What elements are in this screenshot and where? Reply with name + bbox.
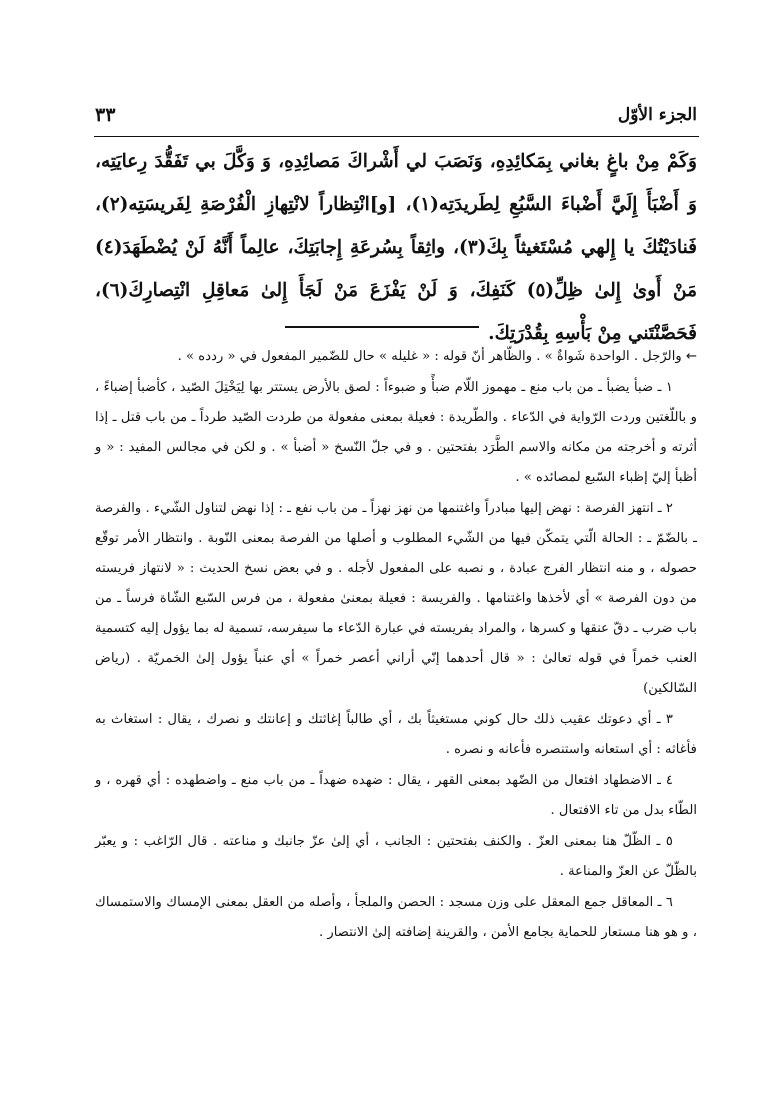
footnote-6: ٦ ـ المعاقل جمع المعقل على وزن مسجد : الحصن والملجأ ، وأصله من العقل بمعنى الإمساك والاستمساك ، و هو هنا مستعار للحماية بجامع الأمن ، والقرينة إضافته إلىٰ الانتصار . bbox=[95, 895, 697, 940]
footnote-5: ٥ ـ الظّلّ هنا بمعنى العزّ . والكنف بفتحتين : الجانب ، أي إلىٰ عزّ جانبك و مناعته . قال الرّاغب : و يعبّر بالظّلّ عن العزّ والمناعة . bbox=[95, 834, 697, 879]
footnote-continuation-text: والرّجل . الواحدة شَواةٌ » . والظّاهر أنّ قوله : « غليله » حال للضّمير المفعول في « ردده » . bbox=[177, 349, 682, 364]
footnote-continuation bbox=[95, 342, 697, 372]
page-number: ٣٣ bbox=[95, 104, 116, 126]
footnote-4: ٤ ـ الاضطهاد افتعال من الضّهد بمعنى القهر ، يقال : ضهده ضهداً ـ من باب منع ـ واضطهده : أي قهره ، و الطّاء بدل من تاء الافتعال . bbox=[95, 773, 697, 818]
footnote-1: ١ ـ ضبأ يضبأ ـ من باب منع ـ مهموز اللّام ضبأً و ضبوءاً : لصق بالأرض يستتر بها لِيَخْتِلَ الصّيد ، كأضبأ إضباءً ، و باللّغتين وردت الرّواية في الدّعاء . والطّريدة : فعيلة بمعنى مفعولة من طردت الصّيد طرداً ـ من باب قتل ـ إذا أثرته و أخرجته من مكانه والاسم الطَّرَد بفتحتين . و في جلّ النّسخ « أضبأ » . و لكن في مجالس المفيد : « و أظبأ إليّ إظباء السّبع لمصائده » . bbox=[95, 380, 697, 485]
continuation-arrow-icon: ← bbox=[685, 349, 697, 364]
header-divider bbox=[94, 136, 699, 137]
page-header bbox=[95, 95, 697, 135]
footnote-divider bbox=[285, 326, 479, 328]
footnote-3: ٣ ـ أي دعوتك عقيب ذلك حال كوني مستغيثاً بك ، أي طالباً إغاثتك و إعانتك و نصرك ، يقال : استغاث به فأغاثه : أي استعانه واستنصره فأعانه و نصره . bbox=[95, 712, 697, 757]
footnote-2: ٢ ـ انتهز الفرصة : نهض إليها مبادراً واغتنمها من نهز نهزاً ـ من باب نفع ـ : إذا نهض لتناول الشّيء . والفرصة ـ بالضّمّ ـ : الحالة الّتي يتمكّن فيها من الشّيء المطلوب و أصلها من الفرصة بمعنى النّوبة . وانتظار الأمر توقّع حصوله ، و منه انتظار الفرج عبادة ، و نصبه على المفعول لأجله . و في بعض نسخ الحديث : « لانتهاز فريسته من دون الفرصة » أي لأخذها واغتنامها . والفريسة : فعيلة بمعنىٰ مفعولة ، من فرس السّبع الشّاة فرساً ـ من باب ضرب ـ دقّ عنقها و كسرها ، والمراد بفريسته في عبارة الدّعاء ما سيفرسه، تسمية له بما يؤول إليه كتسمية العنب خمراً في قوله تعالىٰ : « قال أحدهما إنّي أراني أعصر خمراً » أي عنباً يؤول إلىٰ الخمريّة . (رياض السّالكين) bbox=[95, 501, 697, 696]
footnotes-section bbox=[95, 342, 697, 949]
main-paragraph: وَكَمْ مِنْ باغٍ بغاني بِمَكائِدِهِ، وَنَصَبَ لي أَشْراكَ مَصائِدِهِ، وَ وَكَّلَ بي تَفَقُّدَ رِعايَتِه، وَ أَضْبَأَ إِلَيَّ أَضْباءَ السَّبُعِ لِطَريدَتِه(١)، [و]انْتِظاراً لانْتِهازِ الْفُرْصَةِ لِفَريسَتِه(٢)، فَنادَيْتُكَ يا إِلهي مُسْتَغيثاً بِكَ(٣)، واثِقاً بِسُرعَةِ إِجابَتِكَ، عالِماً أَنَّهُ لَنْ يُضْطَهَدَ(٤) مَنْ أَوىٰ إِلىٰ ظِلِّ(٥) كَنَفِكَ، وَ لَنْ يَفْزَعَ مَنْ لَجَأَ إِلىٰ مَعاقِلِ انْتِصارِكَ(٦)، فَحَصَّنْتَني مِنْ بَأْسِهِ بِقُدْرَتِكَ. bbox=[95, 151, 697, 344]
running-title: الجزء الأوّل bbox=[617, 105, 697, 125]
supplication-text bbox=[95, 140, 697, 355]
